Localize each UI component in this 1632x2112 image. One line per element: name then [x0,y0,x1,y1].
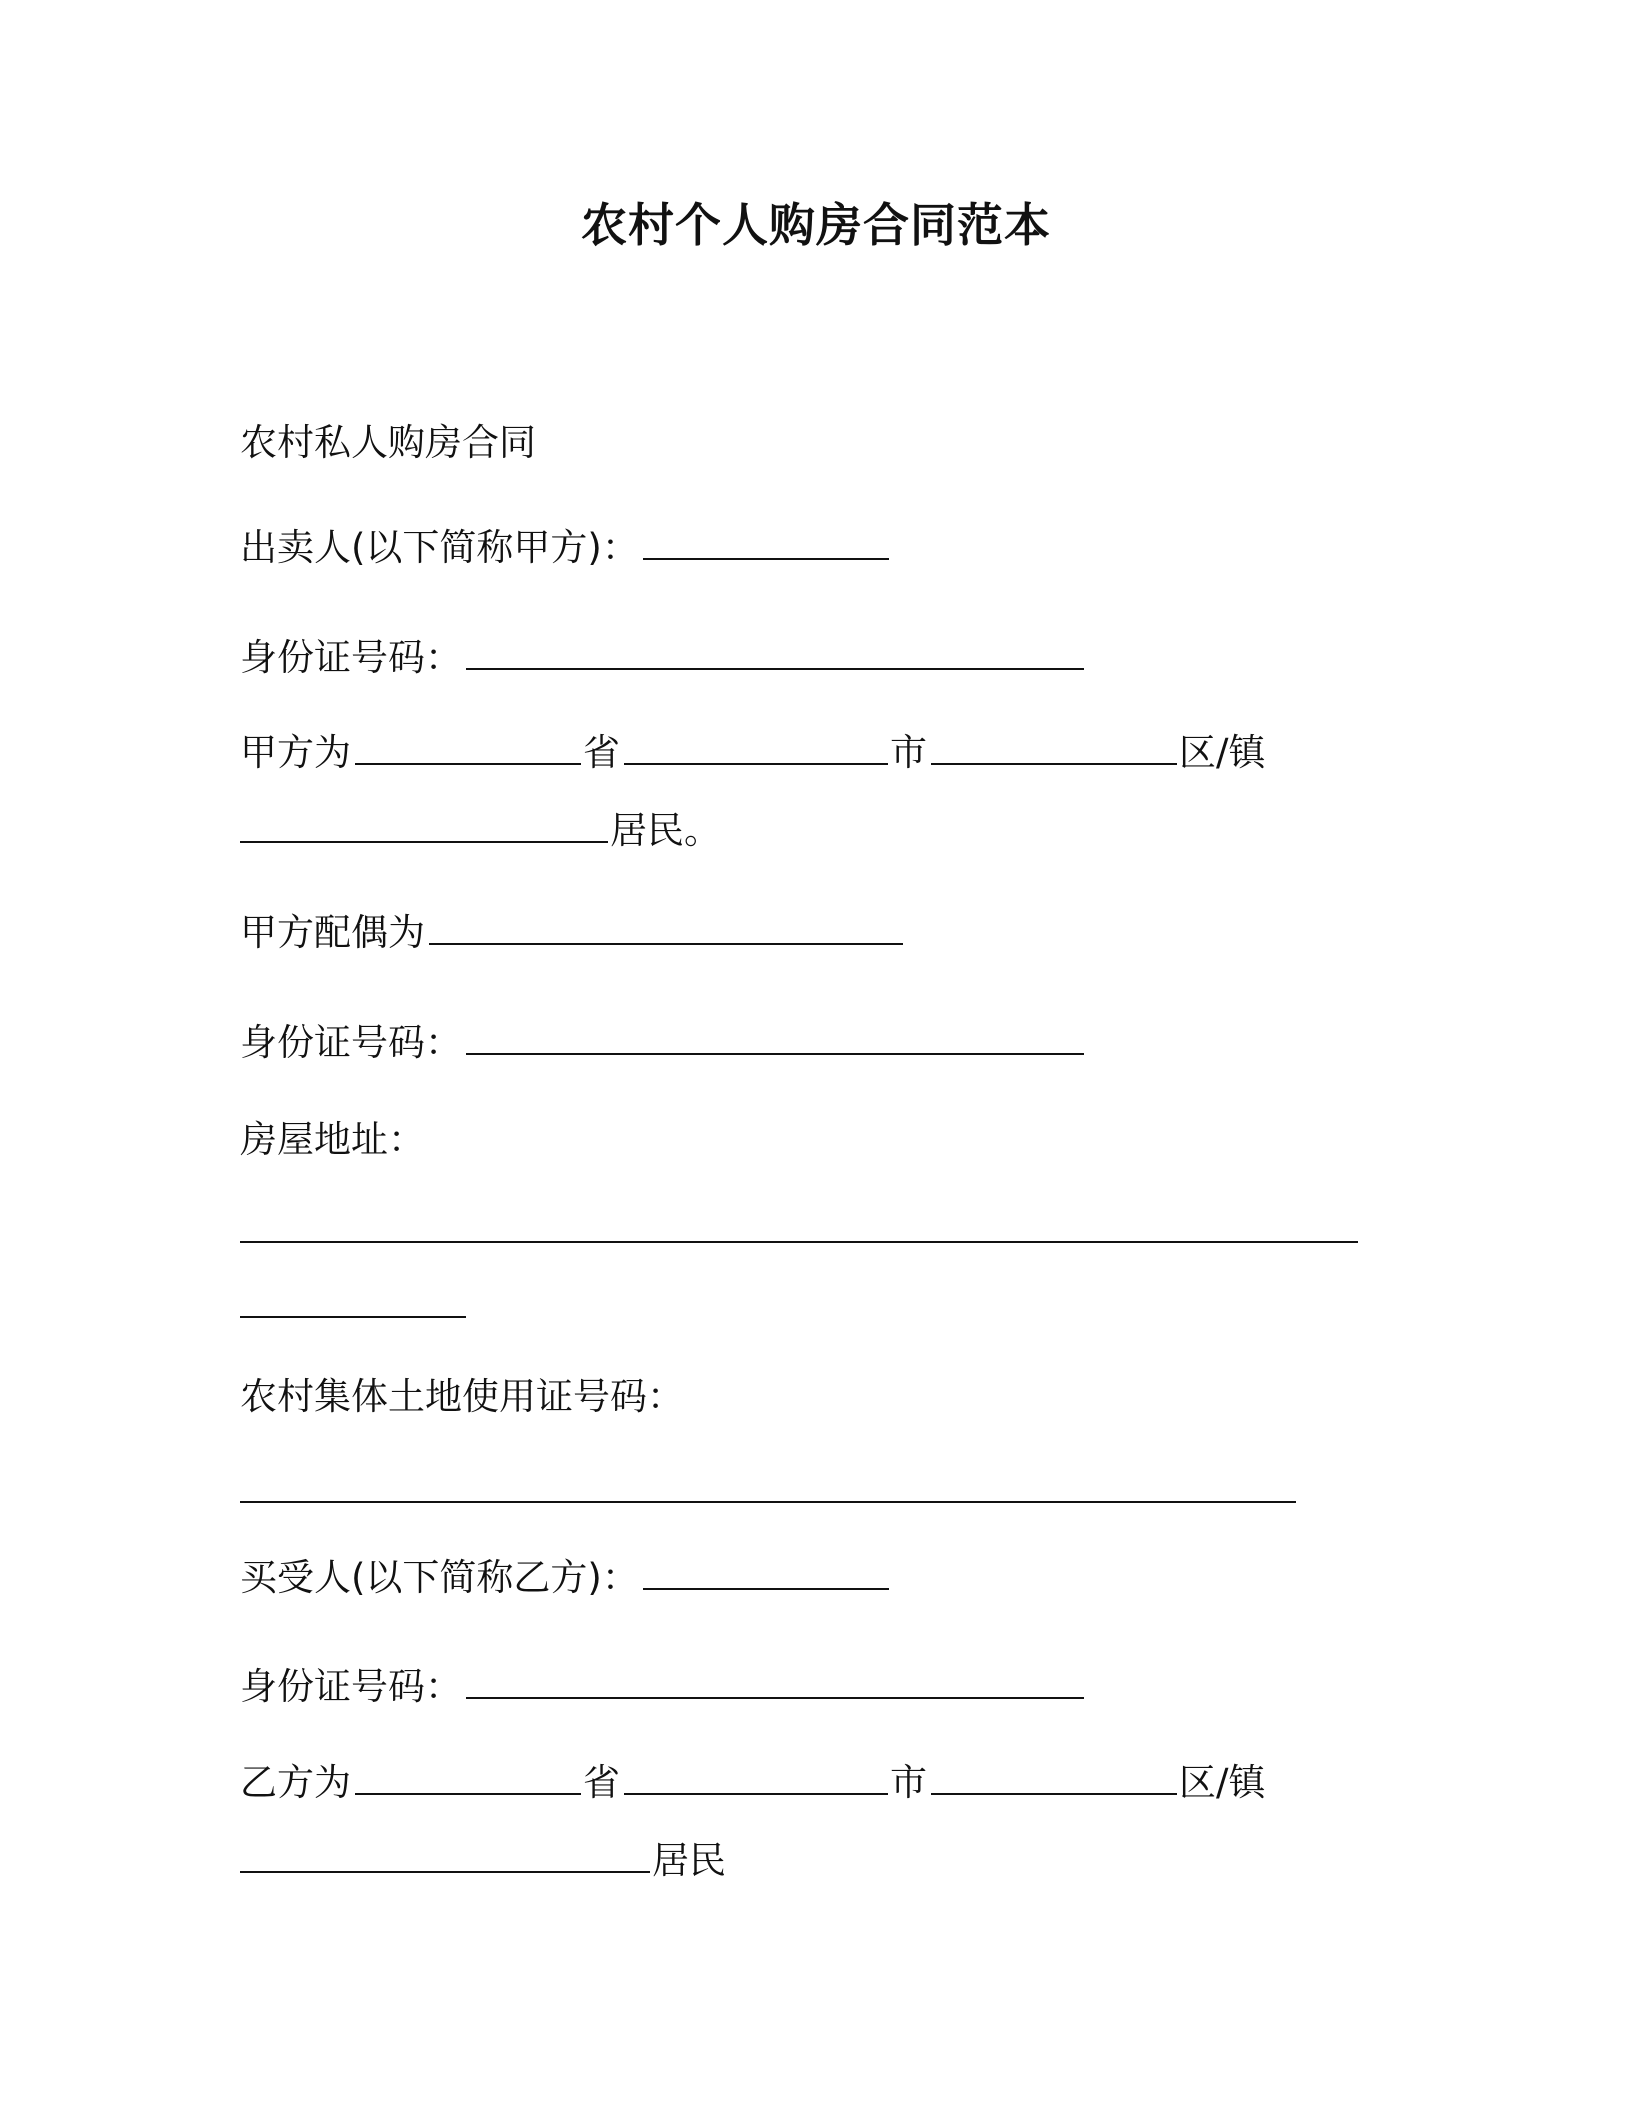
document-title: 农村个人购房合同范本 [581,198,1051,252]
seller-spouse-label: 甲方配偶为 [240,911,425,954]
seller-province-label: 省 [583,731,620,774]
land-cert-label: 农村集体土地使用证号码： [240,1375,684,1418]
seller-district-blank[interactable] [931,727,1177,765]
house-address-label: 房屋地址： [240,1118,425,1161]
buyer-city-label: 市 [890,1761,927,1804]
seller-label: 出卖人(以下简称甲方)： [240,526,639,569]
seller-id-line [240,632,1086,683]
house-address-blank-2[interactable] [240,1280,466,1318]
seller-spouse-line [240,907,905,958]
house-address-line-2 [240,1280,468,1331]
seller-id-label: 身份证号码： [240,636,462,679]
buyer-id-label: 身份证号码： [240,1665,462,1708]
seller-resident-label: 居民。 [610,809,721,852]
seller-village-blank[interactable] [240,805,608,843]
seller-province-blank[interactable] [355,727,581,765]
house-address-line-1 [240,1205,1360,1256]
buyer-province-label: 省 [583,1761,620,1804]
seller-line [240,522,891,573]
seller-spouse-id-blank[interactable] [466,1017,1084,1055]
buyer-residence-line [240,1757,1265,1808]
seller-city-blank[interactable] [624,727,888,765]
buyer-residence-prefix: 乙方为 [240,1761,351,1804]
buyer-id-blank[interactable] [466,1661,1084,1699]
seller-id-blank[interactable] [466,632,1084,670]
land-cert-blank[interactable] [240,1465,1296,1503]
buyer-city-blank[interactable] [624,1757,888,1795]
buyer-id-line [240,1661,1086,1712]
seller-spouse-id-line [240,1017,1086,1068]
seller-city-label: 市 [890,731,927,774]
seller-resident-line [240,805,721,856]
buyer-district-blank[interactable] [931,1757,1177,1795]
buyer-name-blank[interactable] [643,1552,889,1590]
seller-name-blank[interactable] [643,522,889,560]
contract-subtitle: 农村私人购房合同 [240,421,536,464]
land-cert-line [240,1465,1298,1516]
buyer-label: 买受人(以下简称乙方)： [240,1556,639,1599]
buyer-district-label: 区/镇 [1179,1761,1266,1804]
buyer-line [240,1552,891,1603]
seller-spouse-id-label: 身份证号码： [240,1021,462,1064]
buyer-resident-label: 居民 [652,1839,726,1882]
seller-residence-prefix: 甲方为 [240,731,351,774]
buyer-village-blank[interactable] [240,1835,650,1873]
seller-residence-line [240,727,1265,778]
seller-spouse-blank[interactable] [429,907,903,945]
buyer-province-blank[interactable] [355,1757,581,1795]
house-address-blank-1[interactable] [240,1205,1358,1243]
seller-district-label: 区/镇 [1179,731,1266,774]
buyer-resident-line [240,1835,726,1886]
